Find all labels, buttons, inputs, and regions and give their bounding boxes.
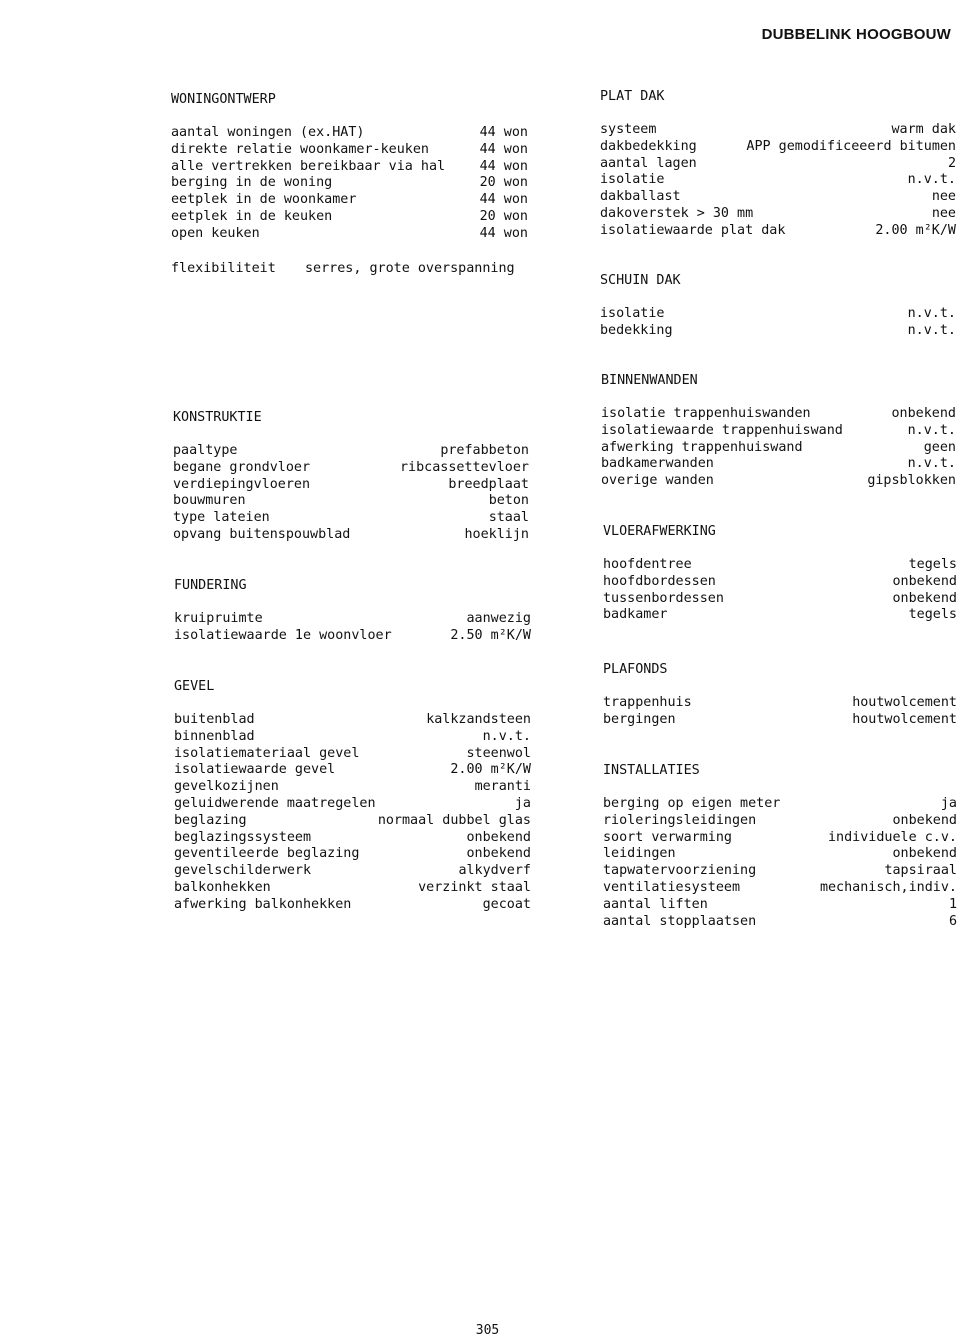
row-key: badkamerwanden xyxy=(601,456,714,472)
row-value: APP gemodificeeerd bitumen xyxy=(746,138,956,154)
page-number: 305 xyxy=(475,1323,500,1338)
spec-row xyxy=(174,729,531,746)
row-key: systeem xyxy=(600,122,657,137)
spec-row xyxy=(603,846,957,863)
row-key: tapwatervoorziening xyxy=(603,863,757,879)
section-rows xyxy=(174,611,531,645)
row-key: isolatiewaarde plat dak xyxy=(600,222,786,238)
section-installaties xyxy=(603,762,957,930)
spec-row xyxy=(603,914,957,931)
row-value: 20 won xyxy=(479,208,528,224)
spec-row xyxy=(603,830,957,847)
row-value: staal xyxy=(488,510,529,526)
row-key: eetplek in de woonkamer xyxy=(171,192,357,208)
row-key: flexibiliteit xyxy=(171,261,276,276)
row-key: type lateien xyxy=(173,510,270,526)
spec-row xyxy=(174,897,531,914)
row-value: prefabbeton xyxy=(440,443,529,458)
row-value: alkydverf xyxy=(458,863,531,879)
row-key: dakoverstek > 30 mm xyxy=(600,205,754,221)
spec-row xyxy=(600,206,956,223)
row-key: rioleringsleidingen xyxy=(603,812,757,828)
row-value: gecoat xyxy=(482,896,531,912)
row-key: aantal stopplaatsen xyxy=(603,913,757,929)
row-key: isolatie xyxy=(600,306,665,321)
row-value: houtwolcement xyxy=(852,695,957,710)
spec-row xyxy=(600,139,956,156)
spec-row xyxy=(174,762,531,779)
row-value: onbekend xyxy=(892,846,957,862)
spec-row xyxy=(601,456,956,473)
row-value: 1 xyxy=(948,896,957,912)
row-value: tegels xyxy=(908,607,957,623)
spec-row xyxy=(174,880,531,897)
spec-row xyxy=(600,306,956,323)
row-key: overige wanden xyxy=(601,473,714,489)
row-key: leidingen xyxy=(603,846,676,862)
row-value: 44 won xyxy=(479,141,528,157)
row-key: isolatiewaarde 1e woonvloer xyxy=(174,627,392,643)
row-key: afwerking balkonhekken xyxy=(174,896,352,912)
row-key: open keuken xyxy=(171,225,260,241)
row-value: geen xyxy=(923,439,956,455)
spec-row xyxy=(603,880,957,897)
row-value: nee xyxy=(931,189,956,205)
section-rows xyxy=(601,406,956,490)
section-rows xyxy=(171,125,528,243)
row-value: 20 won xyxy=(479,175,528,191)
spec-row xyxy=(600,223,956,240)
spec-row xyxy=(601,423,956,440)
row-value: n.v.t. xyxy=(907,322,956,338)
row-value: ja xyxy=(514,795,531,811)
row-value: 44 won xyxy=(479,225,528,241)
section-title: INSTALLATIES xyxy=(603,763,700,778)
row-value: mechanisch,indiv. xyxy=(819,879,957,895)
row-value: n.v.t. xyxy=(907,172,956,188)
row-key: isolatie trappenhuiswanden xyxy=(601,406,811,421)
section-rows xyxy=(600,122,956,240)
row-key: verdiepingvloeren xyxy=(173,476,311,492)
row-key: begane grondvloer xyxy=(173,459,311,475)
row-value: 2 xyxy=(947,155,956,171)
section-schuin-dak xyxy=(600,272,956,340)
row-key: isolatiewaarde gevel xyxy=(174,762,336,778)
row-key: beglazingssysteem xyxy=(174,829,312,845)
row-value: onbekend xyxy=(892,812,957,828)
spec-row xyxy=(603,591,957,608)
row-key: direkte relatie woonkamer-keuken xyxy=(171,141,429,157)
row-key: eetplek in de keuken xyxy=(171,208,333,224)
section-title: FUNDERING xyxy=(174,578,247,593)
row-value: beton xyxy=(488,493,529,509)
row-value: verzinkt staal xyxy=(418,879,531,895)
spec-row xyxy=(603,813,957,830)
row-value: kalkzandsteen xyxy=(426,712,531,727)
spec-row xyxy=(601,406,956,423)
row-value: onbekend xyxy=(892,590,957,606)
spec-row xyxy=(173,443,529,460)
spec-row xyxy=(174,611,531,628)
spec-row xyxy=(171,192,528,209)
row-key: aantal lagen xyxy=(600,155,697,171)
row-key: berging in de woning xyxy=(171,175,333,191)
section-gevel xyxy=(174,678,531,914)
row-key: aantal woningen (ex.HAT) xyxy=(171,125,365,140)
section-rows xyxy=(174,712,531,914)
spec-row xyxy=(603,897,957,914)
section-konstruktie xyxy=(173,409,529,544)
spec-row xyxy=(601,440,956,457)
spec-row xyxy=(173,527,529,544)
row-value: 6 xyxy=(948,913,957,929)
section-rows xyxy=(603,695,957,729)
row-value: ribcassettevloer xyxy=(400,459,529,475)
section-title: KONSTRUKTIE xyxy=(173,410,262,425)
row-key: bouwmuren xyxy=(173,493,246,509)
spec-row xyxy=(603,712,957,729)
spec-row xyxy=(174,746,531,763)
row-value: tapsiraal xyxy=(884,863,957,879)
section-plafonds xyxy=(603,661,957,729)
row-key: afwerking trappenhuiswand xyxy=(601,439,803,455)
row-value: n.v.t. xyxy=(907,422,956,438)
row-key: aantal liften xyxy=(603,896,708,912)
row-value: normaal dubbel glas xyxy=(377,812,531,828)
spec-row xyxy=(601,473,956,490)
spec-row xyxy=(174,846,531,863)
row-key: bergingen xyxy=(603,711,676,727)
spec-row xyxy=(174,796,531,813)
spec-row xyxy=(174,628,531,645)
row-key: kruipruimte xyxy=(174,611,263,626)
row-key: paaltype xyxy=(173,443,238,458)
row-key: bedekking xyxy=(600,322,673,338)
row-key: isolatie xyxy=(600,172,665,188)
section-title: SCHUIN DAK xyxy=(600,273,681,288)
row-value: gipsblokken xyxy=(867,473,956,489)
section-plat-dak xyxy=(600,88,956,240)
row-value: tegels xyxy=(908,557,957,572)
row-value: individuele c.v. xyxy=(828,829,957,845)
section-vloerafwerking xyxy=(603,523,957,624)
row-value: onbekend xyxy=(892,573,957,589)
row-value: onbekend xyxy=(466,846,531,862)
spec-row xyxy=(174,712,531,729)
row-key: hoofdbordessen xyxy=(603,573,716,589)
row-value: n.v.t. xyxy=(907,306,956,321)
row-key: isolatiemateriaal gevel xyxy=(174,745,360,761)
spec-row xyxy=(603,796,957,813)
section-rows xyxy=(603,557,957,624)
section-rows xyxy=(603,796,957,930)
row-key: dakbedekking xyxy=(600,138,697,154)
spec-row xyxy=(171,125,528,142)
row-value: 44 won xyxy=(479,125,528,140)
document-header: DUBBELINK HOOGBOUW xyxy=(761,26,951,43)
row-key: gevelkozijnen xyxy=(174,779,279,795)
row-key: binnenblad xyxy=(174,728,255,744)
row-key: ventilatiesysteem xyxy=(603,879,741,895)
row-key: hoofdentree xyxy=(603,557,692,572)
spec-row xyxy=(173,510,529,527)
row-key: opvang buitenspouwblad xyxy=(173,526,351,542)
row-value: 44 won xyxy=(479,158,528,174)
spec-row xyxy=(174,863,531,880)
spec-row xyxy=(600,172,956,189)
row-value: aanwezig xyxy=(466,611,531,626)
section-binnenwanden xyxy=(601,372,956,490)
spec-row xyxy=(173,493,529,510)
row-value: ja xyxy=(940,796,957,811)
row-key: geluidwerende maatregelen xyxy=(174,795,376,811)
spec-row xyxy=(171,209,528,226)
row-value: meranti xyxy=(474,779,531,795)
row-value: nee xyxy=(931,205,956,221)
spec-row xyxy=(600,156,956,173)
spec-row xyxy=(600,122,956,139)
row-value: 2.00 m²K/W xyxy=(875,222,956,238)
section-title: PLAT DAK xyxy=(600,89,665,104)
row-key: isolatiewaarde trappenhuiswand xyxy=(601,422,843,438)
spec-row xyxy=(603,607,957,624)
row-value: serres, grote overspanning xyxy=(305,261,515,276)
spec-row xyxy=(173,477,529,494)
row-key: soort verwarming xyxy=(603,829,732,845)
row-value: houtwolcement xyxy=(852,711,957,727)
row-value: warm dak xyxy=(891,122,956,137)
spec-row xyxy=(603,863,957,880)
section-title: GEVEL xyxy=(174,679,215,694)
spec-row xyxy=(174,779,531,796)
section-fundering xyxy=(174,577,531,645)
section-rows xyxy=(600,306,956,340)
flexibiliteit-row xyxy=(171,260,515,277)
row-value: 44 won xyxy=(479,192,528,208)
row-value: onbekend xyxy=(891,406,956,421)
spec-row xyxy=(603,557,957,574)
spec-row xyxy=(171,142,528,159)
spec-row xyxy=(171,226,528,243)
section-title: VLOERAFWERKING xyxy=(603,524,716,539)
row-key: berging op eigen meter xyxy=(603,796,781,811)
row-value: n.v.t. xyxy=(907,456,956,472)
spec-row xyxy=(174,830,531,847)
spec-row xyxy=(600,323,956,340)
spec-row xyxy=(603,695,957,712)
row-key: gevelschilderwerk xyxy=(174,863,312,879)
row-value: 2.00 m²K/W xyxy=(450,762,531,778)
section-title: WONINGONTWERP xyxy=(171,92,276,107)
row-key: beglazing xyxy=(174,812,247,828)
row-value: n.v.t. xyxy=(482,728,531,744)
row-key: badkamer xyxy=(603,607,668,623)
section-title: BINNENWANDEN xyxy=(601,373,698,388)
spec-row xyxy=(173,460,529,477)
section-title: PLAFONDS xyxy=(603,662,668,677)
row-value: 2.50 m²K/W xyxy=(450,627,531,643)
spec-row xyxy=(171,175,528,192)
row-value: steenwol xyxy=(466,745,531,761)
section-rows xyxy=(173,443,529,544)
row-key: geventileerde beglazing xyxy=(174,846,360,862)
spec-row xyxy=(171,159,528,176)
row-key: trappenhuis xyxy=(603,695,692,710)
row-value: breedplaat xyxy=(448,476,529,492)
row-value: onbekend xyxy=(466,829,531,845)
spec-row xyxy=(174,813,531,830)
spec-row xyxy=(600,189,956,206)
row-key: alle vertrekken bereikbaar via hal xyxy=(171,158,446,174)
row-key: balkonhekken xyxy=(174,879,271,895)
row-key: tussenbordessen xyxy=(603,590,724,606)
row-key: dakballast xyxy=(600,189,681,205)
section-woningontwerp xyxy=(171,91,528,243)
spec-row xyxy=(603,574,957,591)
row-key: buitenblad xyxy=(174,712,255,727)
row-value: hoeklijn xyxy=(464,526,529,542)
